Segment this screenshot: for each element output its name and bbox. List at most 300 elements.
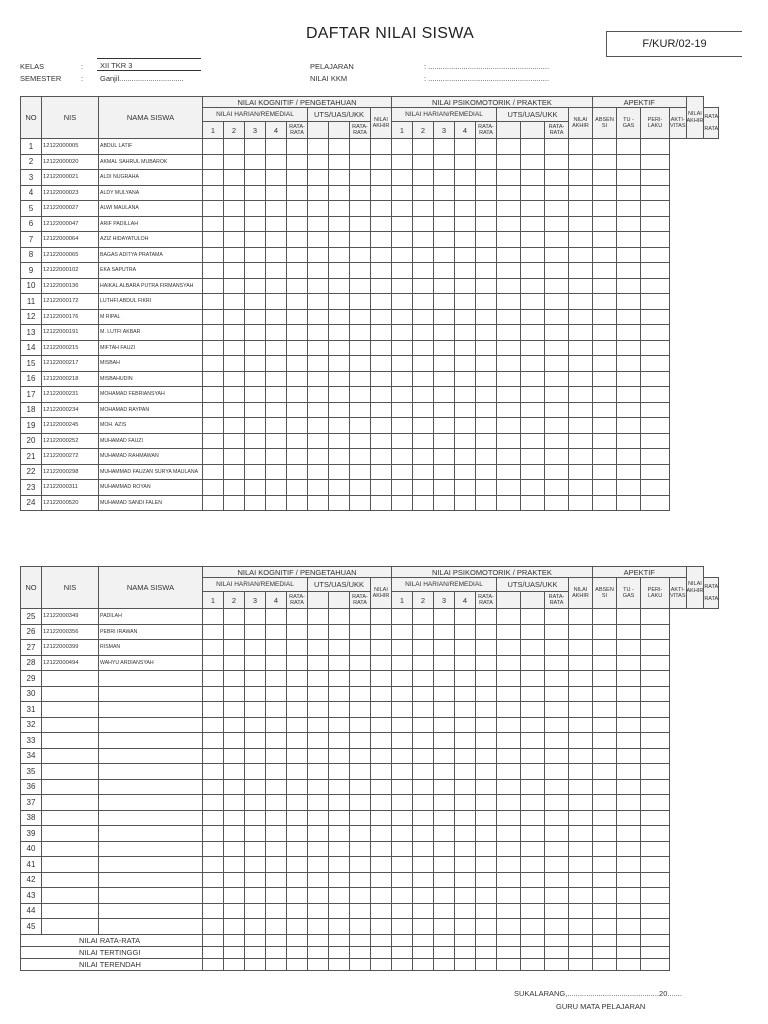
grade-cell[interactable] bbox=[203, 201, 224, 217]
grade-cell[interactable] bbox=[434, 418, 455, 434]
footer-cell[interactable] bbox=[413, 958, 434, 970]
grade-cell[interactable] bbox=[350, 170, 371, 186]
grade-cell[interactable] bbox=[641, 263, 670, 279]
grade-cell[interactable] bbox=[569, 371, 593, 387]
grade-cell[interactable] bbox=[434, 795, 455, 811]
grade-cell[interactable] bbox=[245, 810, 266, 826]
grade-cell[interactable] bbox=[392, 340, 413, 356]
grade-cell[interactable] bbox=[203, 278, 224, 294]
grade-cell[interactable] bbox=[413, 903, 434, 919]
grade-cell[interactable] bbox=[617, 624, 641, 640]
grade-cell[interactable] bbox=[434, 733, 455, 749]
grade-cell[interactable] bbox=[434, 464, 455, 480]
grade-cell[interactable] bbox=[350, 325, 371, 341]
grade-cell[interactable] bbox=[308, 371, 329, 387]
grade-cell[interactable] bbox=[308, 154, 329, 170]
grade-cell[interactable] bbox=[641, 464, 670, 480]
grade-cell[interactable] bbox=[245, 356, 266, 372]
grade-cell[interactable] bbox=[329, 480, 350, 496]
grade-cell[interactable] bbox=[593, 655, 617, 671]
grade-cell[interactable] bbox=[413, 702, 434, 718]
grade-cell[interactable] bbox=[413, 857, 434, 873]
grade-cell[interactable] bbox=[287, 764, 308, 780]
grade-cell[interactable] bbox=[287, 686, 308, 702]
grade-cell[interactable] bbox=[521, 810, 545, 826]
grade-cell[interactable] bbox=[329, 671, 350, 687]
grade-cell[interactable] bbox=[413, 764, 434, 780]
grade-cell[interactable] bbox=[350, 387, 371, 403]
grade-cell[interactable] bbox=[350, 671, 371, 687]
grade-cell[interactable] bbox=[641, 779, 670, 795]
grade-cell[interactable] bbox=[521, 278, 545, 294]
grade-cell[interactable] bbox=[224, 278, 245, 294]
grade-cell[interactable] bbox=[641, 418, 670, 434]
grade-cell[interactable] bbox=[350, 841, 371, 857]
grade-cell[interactable] bbox=[521, 495, 545, 511]
grade-cell[interactable] bbox=[392, 826, 413, 842]
grade-cell[interactable] bbox=[455, 903, 476, 919]
grade-cell[interactable] bbox=[224, 216, 245, 232]
grade-cell[interactable] bbox=[392, 278, 413, 294]
grade-cell[interactable] bbox=[434, 888, 455, 904]
grade-cell[interactable] bbox=[545, 779, 569, 795]
grade-cell[interactable] bbox=[545, 309, 569, 325]
grade-cell[interactable] bbox=[245, 480, 266, 496]
grade-cell[interactable] bbox=[617, 686, 641, 702]
grade-cell[interactable] bbox=[593, 779, 617, 795]
grade-cell[interactable] bbox=[413, 371, 434, 387]
grade-cell[interactable] bbox=[308, 810, 329, 826]
grade-cell[interactable] bbox=[497, 686, 521, 702]
footer-cell[interactable] bbox=[266, 946, 287, 958]
grade-cell[interactable] bbox=[224, 686, 245, 702]
grade-cell[interactable] bbox=[434, 402, 455, 418]
grade-cell[interactable] bbox=[476, 733, 497, 749]
grade-cell[interactable] bbox=[617, 325, 641, 341]
grade-cell[interactable] bbox=[308, 609, 329, 625]
grade-cell[interactable] bbox=[329, 433, 350, 449]
grade-cell[interactable] bbox=[521, 841, 545, 857]
grade-cell[interactable] bbox=[287, 247, 308, 263]
grade-cell[interactable] bbox=[413, 464, 434, 480]
grade-cell[interactable] bbox=[569, 139, 593, 155]
grade-cell[interactable] bbox=[266, 733, 287, 749]
grade-cell[interactable] bbox=[521, 480, 545, 496]
grade-cell[interactable] bbox=[476, 903, 497, 919]
footer-cell[interactable] bbox=[308, 958, 329, 970]
grade-cell[interactable] bbox=[434, 201, 455, 217]
grade-cell[interactable] bbox=[413, 733, 434, 749]
grade-cell[interactable] bbox=[455, 449, 476, 465]
grade-cell[interactable] bbox=[224, 624, 245, 640]
grade-cell[interactable] bbox=[593, 624, 617, 640]
grade-cell[interactable] bbox=[392, 356, 413, 372]
grade-cell[interactable] bbox=[392, 371, 413, 387]
grade-cell[interactable] bbox=[455, 464, 476, 480]
grade-cell[interactable] bbox=[203, 402, 224, 418]
grade-cell[interactable] bbox=[497, 655, 521, 671]
grade-cell[interactable] bbox=[371, 872, 392, 888]
grade-cell[interactable] bbox=[434, 247, 455, 263]
grade-cell[interactable] bbox=[617, 609, 641, 625]
grade-cell[interactable] bbox=[308, 340, 329, 356]
grade-cell[interactable] bbox=[617, 216, 641, 232]
grade-cell[interactable] bbox=[371, 371, 392, 387]
grade-cell[interactable] bbox=[329, 748, 350, 764]
grade-cell[interactable] bbox=[266, 795, 287, 811]
grade-cell[interactable] bbox=[245, 433, 266, 449]
grade-cell[interactable] bbox=[245, 216, 266, 232]
grade-cell[interactable] bbox=[287, 418, 308, 434]
grade-cell[interactable] bbox=[455, 402, 476, 418]
grade-cell[interactable] bbox=[617, 655, 641, 671]
grade-cell[interactable] bbox=[476, 356, 497, 372]
grade-cell[interactable] bbox=[476, 433, 497, 449]
grade-cell[interactable] bbox=[497, 294, 521, 310]
grade-cell[interactable] bbox=[371, 263, 392, 279]
grade-cell[interactable] bbox=[641, 154, 670, 170]
grade-cell[interactable] bbox=[617, 748, 641, 764]
grade-cell[interactable] bbox=[266, 309, 287, 325]
grade-cell[interactable] bbox=[392, 154, 413, 170]
grade-cell[interactable] bbox=[521, 201, 545, 217]
grade-cell[interactable] bbox=[413, 356, 434, 372]
grade-cell[interactable] bbox=[455, 779, 476, 795]
grade-cell[interactable] bbox=[569, 278, 593, 294]
grade-cell[interactable] bbox=[497, 371, 521, 387]
grade-cell[interactable] bbox=[308, 655, 329, 671]
grade-cell[interactable] bbox=[245, 671, 266, 687]
grade-cell[interactable] bbox=[476, 325, 497, 341]
grade-cell[interactable] bbox=[329, 371, 350, 387]
grade-cell[interactable] bbox=[224, 609, 245, 625]
grade-cell[interactable] bbox=[521, 309, 545, 325]
grade-cell[interactable] bbox=[593, 418, 617, 434]
grade-cell[interactable] bbox=[545, 154, 569, 170]
grade-cell[interactable] bbox=[329, 216, 350, 232]
grade-cell[interactable] bbox=[617, 464, 641, 480]
grade-cell[interactable] bbox=[287, 717, 308, 733]
grade-cell[interactable] bbox=[308, 294, 329, 310]
grade-cell[interactable] bbox=[224, 185, 245, 201]
grade-cell[interactable] bbox=[371, 387, 392, 403]
grade-cell[interactable] bbox=[203, 418, 224, 434]
grade-cell[interactable] bbox=[287, 671, 308, 687]
grade-cell[interactable] bbox=[266, 857, 287, 873]
grade-cell[interactable] bbox=[641, 702, 670, 718]
footer-cell[interactable] bbox=[392, 958, 413, 970]
grade-cell[interactable] bbox=[266, 624, 287, 640]
grade-cell[interactable] bbox=[413, 340, 434, 356]
grade-cell[interactable] bbox=[521, 686, 545, 702]
grade-cell[interactable] bbox=[521, 702, 545, 718]
grade-cell[interactable] bbox=[245, 919, 266, 935]
grade-cell[interactable] bbox=[266, 748, 287, 764]
grade-cell[interactable] bbox=[476, 371, 497, 387]
grade-cell[interactable] bbox=[266, 216, 287, 232]
grade-cell[interactable] bbox=[308, 795, 329, 811]
grade-cell[interactable] bbox=[371, 640, 392, 656]
grade-cell[interactable] bbox=[545, 418, 569, 434]
grade-cell[interactable] bbox=[308, 402, 329, 418]
grade-cell[interactable] bbox=[224, 170, 245, 186]
grade-cell[interactable] bbox=[434, 495, 455, 511]
grade-cell[interactable] bbox=[350, 919, 371, 935]
grade-cell[interactable] bbox=[569, 919, 593, 935]
grade-cell[interactable] bbox=[641, 609, 670, 625]
grade-cell[interactable] bbox=[350, 418, 371, 434]
grade-cell[interactable] bbox=[497, 841, 521, 857]
grade-cell[interactable] bbox=[392, 387, 413, 403]
grade-cell[interactable] bbox=[245, 903, 266, 919]
grade-cell[interactable] bbox=[203, 733, 224, 749]
grade-cell[interactable] bbox=[266, 717, 287, 733]
grade-cell[interactable] bbox=[476, 449, 497, 465]
grade-cell[interactable] bbox=[569, 671, 593, 687]
grade-cell[interactable] bbox=[455, 764, 476, 780]
grade-cell[interactable] bbox=[455, 733, 476, 749]
grade-cell[interactable] bbox=[371, 480, 392, 496]
grade-cell[interactable] bbox=[617, 170, 641, 186]
grade-cell[interactable] bbox=[617, 418, 641, 434]
grade-cell[interactable] bbox=[617, 857, 641, 873]
grade-cell[interactable] bbox=[521, 671, 545, 687]
grade-cell[interactable] bbox=[350, 433, 371, 449]
grade-cell[interactable] bbox=[476, 216, 497, 232]
grade-cell[interactable] bbox=[392, 449, 413, 465]
grade-cell[interactable] bbox=[392, 810, 413, 826]
grade-cell[interactable] bbox=[308, 139, 329, 155]
grade-cell[interactable] bbox=[497, 764, 521, 780]
grade-cell[interactable] bbox=[617, 185, 641, 201]
grade-cell[interactable] bbox=[413, 655, 434, 671]
grade-cell[interactable] bbox=[287, 216, 308, 232]
grade-cell[interactable] bbox=[224, 655, 245, 671]
grade-cell[interactable] bbox=[287, 325, 308, 341]
grade-cell[interactable] bbox=[545, 278, 569, 294]
grade-cell[interactable] bbox=[350, 640, 371, 656]
grade-cell[interactable] bbox=[497, 185, 521, 201]
grade-cell[interactable] bbox=[569, 872, 593, 888]
grade-cell[interactable] bbox=[329, 795, 350, 811]
grade-cell[interactable] bbox=[224, 671, 245, 687]
grade-cell[interactable] bbox=[329, 640, 350, 656]
grade-cell[interactable] bbox=[497, 325, 521, 341]
grade-cell[interactable] bbox=[413, 309, 434, 325]
grade-cell[interactable] bbox=[308, 418, 329, 434]
grade-cell[interactable] bbox=[434, 717, 455, 733]
grade-cell[interactable] bbox=[413, 919, 434, 935]
grade-cell[interactable] bbox=[455, 185, 476, 201]
grade-cell[interactable] bbox=[308, 686, 329, 702]
footer-cell[interactable] bbox=[308, 946, 329, 958]
grade-cell[interactable] bbox=[287, 919, 308, 935]
grade-cell[interactable] bbox=[521, 826, 545, 842]
footer-cell[interactable] bbox=[569, 958, 593, 970]
grade-cell[interactable] bbox=[455, 480, 476, 496]
grade-cell[interactable] bbox=[641, 232, 670, 248]
grade-cell[interactable] bbox=[641, 433, 670, 449]
grade-cell[interactable] bbox=[371, 356, 392, 372]
footer-cell[interactable] bbox=[350, 946, 371, 958]
grade-cell[interactable] bbox=[413, 216, 434, 232]
grade-cell[interactable] bbox=[617, 671, 641, 687]
grade-cell[interactable] bbox=[545, 371, 569, 387]
grade-cell[interactable] bbox=[224, 387, 245, 403]
grade-cell[interactable] bbox=[593, 671, 617, 687]
grade-cell[interactable] bbox=[203, 779, 224, 795]
footer-cell[interactable] bbox=[350, 958, 371, 970]
grade-cell[interactable] bbox=[569, 418, 593, 434]
grade-cell[interactable] bbox=[476, 826, 497, 842]
grade-cell[interactable] bbox=[434, 325, 455, 341]
grade-cell[interactable] bbox=[545, 433, 569, 449]
grade-cell[interactable] bbox=[434, 640, 455, 656]
grade-cell[interactable] bbox=[371, 418, 392, 434]
grade-cell[interactable] bbox=[476, 888, 497, 904]
footer-cell[interactable] bbox=[545, 934, 569, 946]
grade-cell[interactable] bbox=[641, 795, 670, 811]
grade-cell[interactable] bbox=[371, 464, 392, 480]
grade-cell[interactable] bbox=[455, 170, 476, 186]
grade-cell[interactable] bbox=[287, 826, 308, 842]
grade-cell[interactable] bbox=[224, 201, 245, 217]
grade-cell[interactable] bbox=[497, 201, 521, 217]
grade-cell[interactable] bbox=[641, 810, 670, 826]
grade-cell[interactable] bbox=[617, 826, 641, 842]
grade-cell[interactable] bbox=[569, 309, 593, 325]
grade-cell[interactable] bbox=[476, 278, 497, 294]
grade-cell[interactable] bbox=[308, 717, 329, 733]
grade-cell[interactable] bbox=[497, 464, 521, 480]
grade-cell[interactable] bbox=[569, 764, 593, 780]
grade-cell[interactable] bbox=[245, 185, 266, 201]
grade-cell[interactable] bbox=[203, 609, 224, 625]
grade-cell[interactable] bbox=[476, 201, 497, 217]
grade-cell[interactable] bbox=[497, 733, 521, 749]
grade-cell[interactable] bbox=[203, 232, 224, 248]
grade-cell[interactable] bbox=[350, 702, 371, 718]
footer-cell[interactable] bbox=[329, 934, 350, 946]
grade-cell[interactable] bbox=[593, 154, 617, 170]
grade-cell[interactable] bbox=[203, 263, 224, 279]
grade-cell[interactable] bbox=[545, 671, 569, 687]
grade-cell[interactable] bbox=[476, 857, 497, 873]
grade-cell[interactable] bbox=[203, 433, 224, 449]
grade-cell[interactable] bbox=[593, 810, 617, 826]
grade-cell[interactable] bbox=[434, 702, 455, 718]
grade-cell[interactable] bbox=[497, 826, 521, 842]
grade-cell[interactable] bbox=[371, 170, 392, 186]
grade-cell[interactable] bbox=[617, 294, 641, 310]
grade-cell[interactable] bbox=[245, 232, 266, 248]
grade-cell[interactable] bbox=[245, 387, 266, 403]
grade-cell[interactable] bbox=[476, 480, 497, 496]
grade-cell[interactable] bbox=[521, 872, 545, 888]
grade-cell[interactable] bbox=[329, 340, 350, 356]
grade-cell[interactable] bbox=[455, 888, 476, 904]
grade-cell[interactable] bbox=[455, 356, 476, 372]
grade-cell[interactable] bbox=[224, 294, 245, 310]
grade-cell[interactable] bbox=[371, 232, 392, 248]
grade-cell[interactable] bbox=[434, 841, 455, 857]
grade-cell[interactable] bbox=[434, 278, 455, 294]
grade-cell[interactable] bbox=[266, 201, 287, 217]
grade-cell[interactable] bbox=[350, 795, 371, 811]
grade-cell[interactable] bbox=[476, 418, 497, 434]
grade-cell[interactable] bbox=[203, 748, 224, 764]
grade-cell[interactable] bbox=[329, 418, 350, 434]
footer-cell[interactable] bbox=[641, 934, 670, 946]
grade-cell[interactable] bbox=[617, 764, 641, 780]
grade-cell[interactable] bbox=[245, 640, 266, 656]
grade-cell[interactable] bbox=[641, 764, 670, 780]
grade-cell[interactable] bbox=[434, 671, 455, 687]
grade-cell[interactable] bbox=[521, 903, 545, 919]
grade-cell[interactable] bbox=[350, 247, 371, 263]
grade-cell[interactable] bbox=[641, 903, 670, 919]
grade-cell[interactable] bbox=[497, 624, 521, 640]
grade-cell[interactable] bbox=[545, 872, 569, 888]
footer-cell[interactable] bbox=[455, 958, 476, 970]
grade-cell[interactable] bbox=[434, 609, 455, 625]
grade-cell[interactable] bbox=[224, 841, 245, 857]
footer-cell[interactable] bbox=[287, 934, 308, 946]
grade-cell[interactable] bbox=[329, 325, 350, 341]
grade-cell[interactable] bbox=[224, 764, 245, 780]
grade-cell[interactable] bbox=[569, 340, 593, 356]
footer-cell[interactable] bbox=[497, 946, 521, 958]
grade-cell[interactable] bbox=[641, 733, 670, 749]
grade-cell[interactable] bbox=[497, 418, 521, 434]
grade-cell[interactable] bbox=[287, 433, 308, 449]
grade-cell[interactable] bbox=[455, 717, 476, 733]
footer-cell[interactable] bbox=[521, 958, 545, 970]
grade-cell[interactable] bbox=[545, 216, 569, 232]
grade-cell[interactable] bbox=[392, 325, 413, 341]
footer-cell[interactable] bbox=[569, 934, 593, 946]
grade-cell[interactable] bbox=[350, 154, 371, 170]
grade-cell[interactable] bbox=[245, 609, 266, 625]
grade-cell[interactable] bbox=[521, 795, 545, 811]
grade-cell[interactable] bbox=[476, 919, 497, 935]
footer-cell[interactable] bbox=[329, 958, 350, 970]
grade-cell[interactable] bbox=[476, 402, 497, 418]
grade-cell[interactable] bbox=[329, 495, 350, 511]
grade-cell[interactable] bbox=[329, 387, 350, 403]
grade-cell[interactable] bbox=[545, 232, 569, 248]
grade-cell[interactable] bbox=[545, 826, 569, 842]
grade-cell[interactable] bbox=[413, 154, 434, 170]
grade-cell[interactable] bbox=[617, 733, 641, 749]
footer-cell[interactable] bbox=[617, 946, 641, 958]
grade-cell[interactable] bbox=[641, 888, 670, 904]
grade-cell[interactable] bbox=[521, 216, 545, 232]
grade-cell[interactable] bbox=[593, 449, 617, 465]
grade-cell[interactable] bbox=[593, 371, 617, 387]
grade-cell[interactable] bbox=[203, 655, 224, 671]
grade-cell[interactable] bbox=[287, 309, 308, 325]
grade-cell[interactable] bbox=[545, 764, 569, 780]
grade-cell[interactable] bbox=[521, 640, 545, 656]
grade-cell[interactable] bbox=[308, 857, 329, 873]
grade-cell[interactable] bbox=[371, 919, 392, 935]
grade-cell[interactable] bbox=[455, 154, 476, 170]
grade-cell[interactable] bbox=[203, 702, 224, 718]
grade-cell[interactable] bbox=[350, 340, 371, 356]
grade-cell[interactable] bbox=[371, 624, 392, 640]
grade-cell[interactable] bbox=[350, 449, 371, 465]
